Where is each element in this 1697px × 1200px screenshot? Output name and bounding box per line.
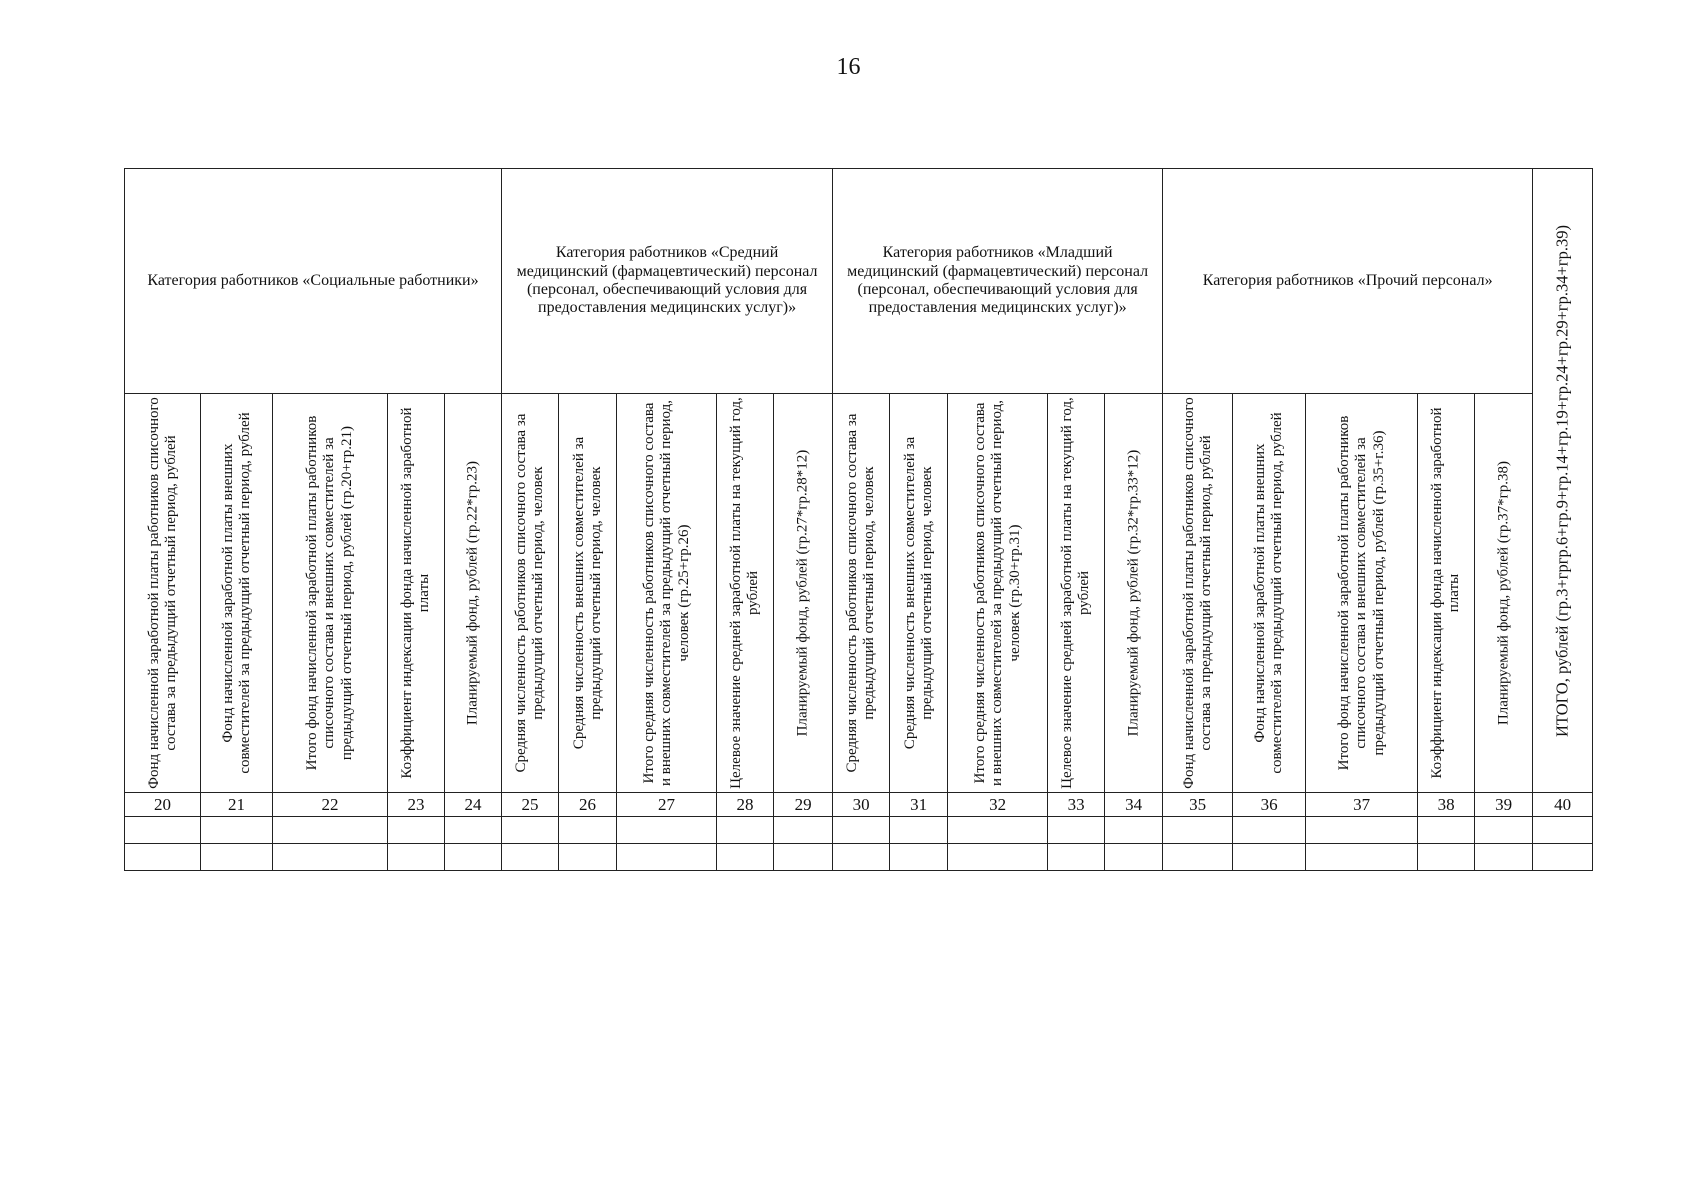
column-number: 40 (1533, 793, 1593, 817)
column-header (1163, 394, 1233, 793)
column-header-text: Фонд начисленной заработной платы работников списочного состава за предыдущий отчетный период, рублей (145, 397, 179, 789)
table-cell (201, 844, 273, 871)
column-header (1418, 394, 1475, 793)
table-cell (559, 844, 617, 871)
column-number: 39 (1475, 793, 1533, 817)
table-cell (774, 817, 833, 844)
column-header-text: Средняя численность работников списочного состава за предыдущий отчетный период, человек (843, 413, 878, 773)
column-header-text: Средняя численность внешних совместителей за предыдущий отчетный период, человек (570, 436, 604, 750)
table-cell (1306, 844, 1418, 871)
table-cell (617, 817, 717, 844)
column-header-text: Планируемый фонд, рублей (гр.27*гр.28*12) (794, 449, 811, 737)
table-cell (1233, 817, 1306, 844)
column-number: 34 (1105, 793, 1163, 817)
category-social-workers: Категория работников «Социальные работники» (125, 169, 502, 394)
column-number: 31 (890, 793, 948, 817)
table-cell (559, 817, 617, 844)
table-cell (1105, 844, 1163, 871)
column-header (445, 394, 502, 793)
column-number: 21 (201, 793, 273, 817)
table-cell (1475, 817, 1533, 844)
table-cell (125, 844, 201, 871)
column-header (388, 394, 445, 793)
column-number: 20 (125, 793, 201, 817)
column-header-text: Планируемый фонд, рублей (гр.37*гр.38) (1495, 460, 1512, 726)
table-cell (1306, 817, 1418, 844)
column-header (125, 394, 201, 793)
category-other-staff: Категория работников «Прочий персонал» (1163, 169, 1533, 394)
table-cell (1163, 844, 1233, 871)
table-cell (445, 844, 502, 871)
column-header-text: Коэффициент индексации фонда начисленной заработной платы (1428, 407, 1463, 779)
column-header (502, 394, 559, 793)
column-header-text: Планируемый фонд, рублей (гр.32*гр.33*12) (1125, 449, 1141, 737)
total-header (1533, 169, 1593, 793)
column-header-text: Планируемый фонд, рублей (гр.22*гр.23) (464, 460, 481, 726)
column-header (201, 394, 273, 793)
column-header (1233, 394, 1306, 793)
column-header (559, 394, 617, 793)
column-number: 24 (445, 793, 502, 817)
column-header (1475, 394, 1533, 793)
table-cell (890, 817, 948, 844)
column-header-text: Итого средняя численность работников списочного состава и внешних совместителей за предыдущий отчетный период, человек (гр.25+гр.26) (640, 400, 692, 786)
table-cell (388, 844, 445, 871)
table-cell (1533, 844, 1593, 871)
table-cell (948, 817, 1048, 844)
column-header (833, 394, 890, 793)
column-header-text: Фонд начисленной заработной платы внешних совместителей за предыдущий отчетный период, рублей (219, 412, 253, 774)
column-number: 29 (774, 793, 833, 817)
column-number: 28 (717, 793, 774, 817)
column-number: 26 (559, 793, 617, 817)
column-header (1105, 394, 1163, 793)
column-number: 32 (948, 793, 1048, 817)
total-header-text: ИТОГО, рублей (гр.3+гргр.6+гр.9+гр.14+гр.19+гр.24+гр.29+гр.34+гр.39) (1552, 224, 1572, 737)
column-header-text: Итого фонд начисленной заработной платы работников списочного состава и внешних совместителей за предыдущий отчетный период, рублей (гр.20+гр.21) (304, 415, 355, 771)
column-header-text: Целевое значение средней заработной платы на текущий год, рублей (1058, 397, 1093, 789)
column-header-text: Средняя численность внешних совместителей за предыдущий отчетный период, человек (901, 436, 935, 750)
column-header-text: Фонд начисленной заработной платы внешних совместителей за предыдущий отчетный период, рублей (1251, 412, 1286, 774)
column-header-text: Целевое значение средней заработной платы на текущий год, рублей (727, 397, 762, 789)
table-cell (1233, 844, 1306, 871)
column-header-text: Фонд начисленной заработной платы работников списочного состава за предыдущий отчетный период, рублей (1180, 397, 1214, 789)
column-number: 36 (1233, 793, 1306, 817)
column-number-row (125, 793, 1593, 817)
table-cell (617, 844, 717, 871)
table-cell (125, 817, 201, 844)
column-header (1048, 394, 1105, 793)
column-number: 30 (833, 793, 890, 817)
table-cell (273, 817, 388, 844)
table-cell (502, 817, 559, 844)
column-header-text: Средняя численность работников списочного состава за предыдущий отчетный период, человек (512, 413, 547, 773)
column-header (774, 394, 833, 793)
table-cell (1418, 817, 1475, 844)
empty-row (125, 844, 1593, 871)
column-header (717, 394, 774, 793)
table-cell (1533, 817, 1593, 844)
table-cell (1048, 817, 1105, 844)
table-cell (273, 844, 388, 871)
column-header-text: Коэффициент индексации фонда начисленной заработной платы (398, 407, 432, 779)
table-cell (388, 817, 445, 844)
table-cell (890, 844, 948, 871)
table-cell (833, 844, 890, 871)
table-cell (502, 844, 559, 871)
column-header (948, 394, 1048, 793)
category-header-row (125, 169, 1593, 394)
column-number: 37 (1306, 793, 1418, 817)
column-header-text: Итого средняя численность работников списочного состава и внешних совместителей за предыдущий отчетный период, человек (гр.30+гр.31) (971, 400, 1023, 786)
table-cell (1048, 844, 1105, 871)
column-number: 38 (1418, 793, 1475, 817)
column-number: 22 (273, 793, 388, 817)
table-cell (948, 844, 1048, 871)
table-cell (445, 817, 502, 844)
column-number: 27 (617, 793, 717, 817)
column-header-row (125, 394, 1593, 793)
column-header-text: Итого фонд начисленной заработной платы работников списочного состава и внешних совместителей за предыдущий отчетный период, рублей (гр.35+г.36) (1335, 415, 1387, 771)
salary-fund-table (124, 168, 1593, 871)
empty-row (125, 817, 1593, 844)
column-number: 25 (502, 793, 559, 817)
column-number: 35 (1163, 793, 1233, 817)
page-number: 16 (836, 54, 861, 80)
table-cell (1475, 844, 1533, 871)
table-cell (717, 817, 774, 844)
table-cell (1163, 817, 1233, 844)
column-header (890, 394, 948, 793)
column-number: 23 (388, 793, 445, 817)
category-junior-medical: Категория работников «Младший медицинский (фармацевтический) персонал (персонал, обеспечивающий условия для предоставления медицинских услуг)» (833, 169, 1163, 394)
table-cell (717, 844, 774, 871)
table-cell (833, 817, 890, 844)
table-cell (1418, 844, 1475, 871)
column-header (273, 394, 388, 793)
table-cell (774, 844, 833, 871)
column-number: 33 (1048, 793, 1105, 817)
table-cell (1105, 817, 1163, 844)
column-header (1306, 394, 1418, 793)
category-middle-medical: Категория работников «Средний медицинский (фармацевтический) персонал (персонал, обеспечивающий условия для предоставления медицинских услуг)» (502, 169, 833, 394)
table-cell (201, 817, 273, 844)
column-header (617, 394, 717, 793)
